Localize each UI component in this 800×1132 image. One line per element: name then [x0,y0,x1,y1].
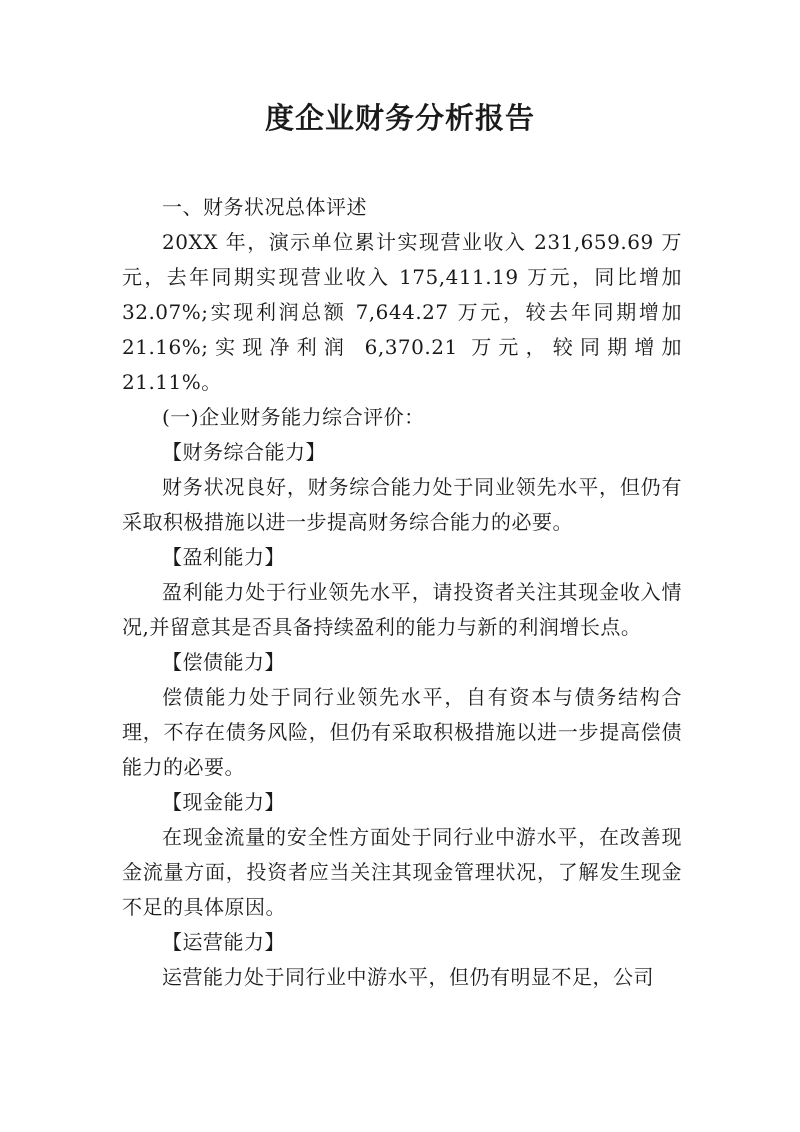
profitability-heading: 【盈利能力】 [162,545,285,569]
section-heading: 一、财务状况总体评述 [162,195,367,219]
subsection-heading: (一)企业财务能力综合评价： [162,405,425,429]
document-body [122,190,682,995]
solvency-text: 偿债能力处于同行业领先水平，自有资本与债务结构合理，不存在债务风险，但仍有采取积极措施以进一步提高偿债能力的必要。 [122,685,682,779]
page-title: 度企业财务分析报告 [264,101,535,135]
cash-ability-heading: 【现金能力】 [162,790,285,814]
profitability-text: 盈利能力处于行业领先水平，请投资者关注其现金收入情况,并留意其是否具备持续盈利的能力与新的利润增长点。 [122,580,682,639]
summary-paragraph: 20XX 年，演示单位累计实现营业收入 231,659.69 万元，去年同期实现营业收入 175,411.19 万元，同比增加 32.07%;实现利润总额 7,644.27 万元，较去年同期增加 21.16%;实现净利润 6,370.21 万元，较同期增加 21.11%。 [122,230,682,394]
operations-heading: 【运营能力】 [162,930,285,954]
comprehensive-ability-heading: 【财务综合能力】 [162,440,326,464]
cash-ability-text: 在现金流量的安全性方面处于同行业中游水平，在改善现金流量方面，投资者应当关注其现金管理状况，了解发生现金不足的具体原因。 [122,825,682,919]
operations-text: 运营能力处于同行业中游水平，但仍有明显不足，公司 [162,965,654,989]
comprehensive-ability-text: 财务状况良好，财务综合能力处于同业领先水平，但仍有采取积极措施以进一步提高财务综合能力的必要。 [122,475,682,534]
solvency-heading: 【偿债能力】 [162,650,285,674]
